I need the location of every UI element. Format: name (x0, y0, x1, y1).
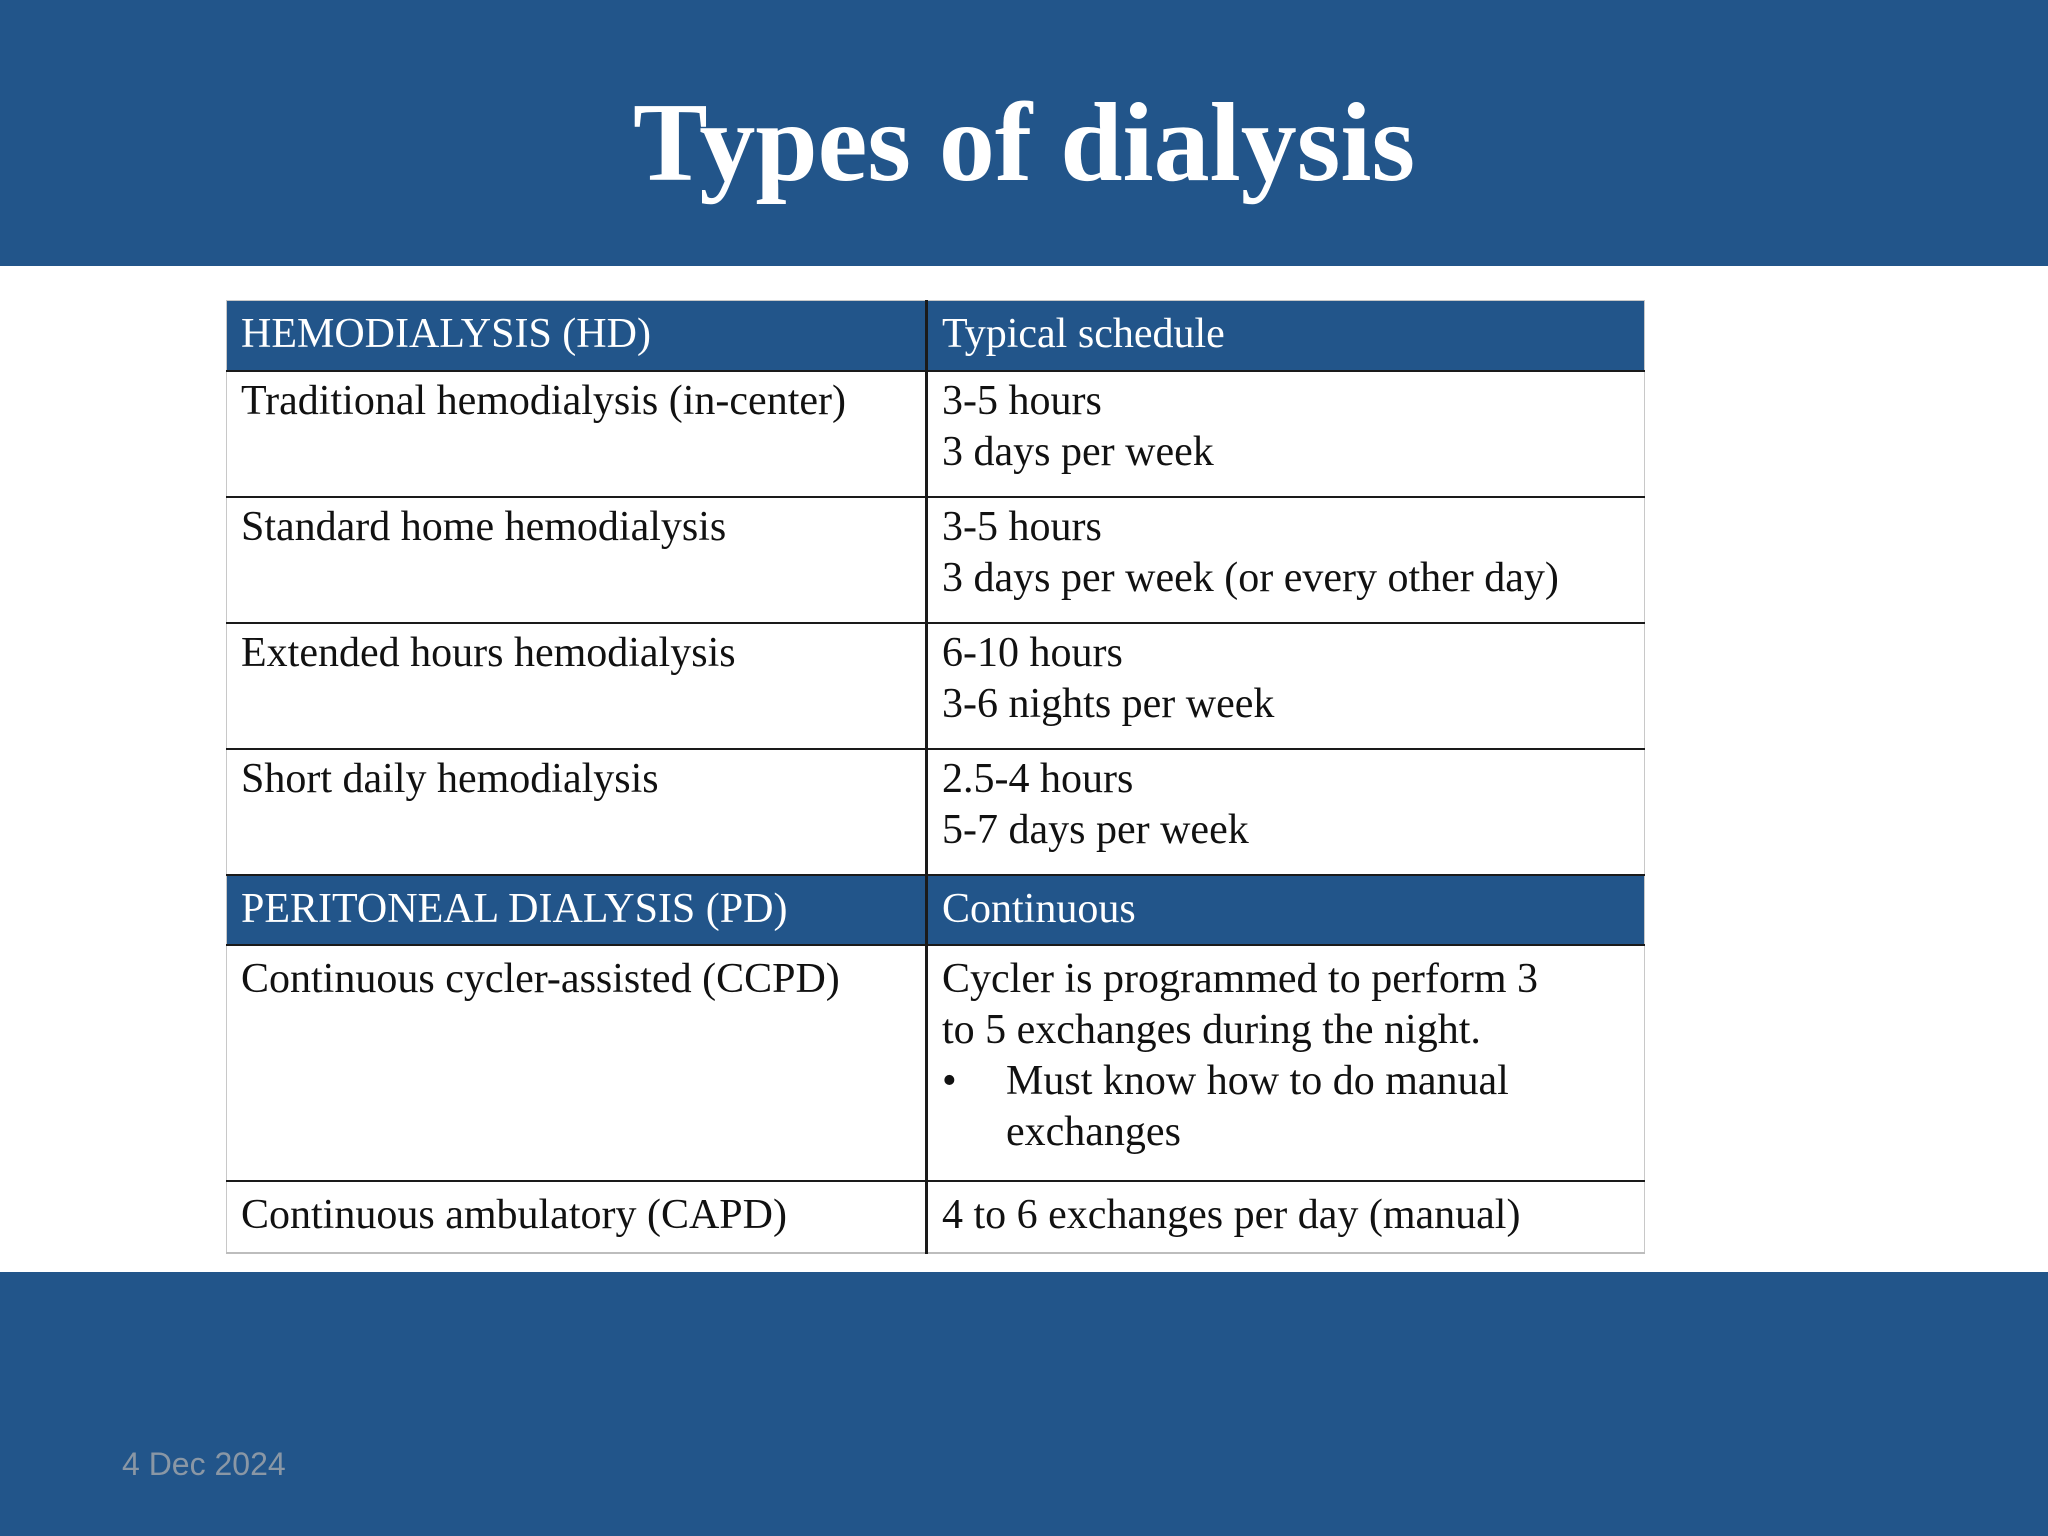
schedule-line: to 5 exchanges during the night. (942, 1006, 1481, 1053)
schedule-cell (927, 371, 1645, 497)
dialysis-type-cell (227, 1181, 927, 1253)
schedule-line: Cycler is programmed to perform 3 (942, 955, 1538, 1002)
dialysis-type-cell (227, 371, 927, 497)
table-row (227, 371, 1645, 497)
schedule-line: 4 to 6 exchanges per day (manual) (942, 1191, 1521, 1238)
dialysis-type-text: Standard home hemodialysis (241, 503, 727, 550)
schedule-cell (927, 945, 1645, 1181)
table-section-header-pd (227, 875, 1645, 945)
table-row (227, 1181, 1645, 1253)
schedule-cell (927, 623, 1645, 749)
table-row (227, 749, 1645, 875)
section-header-cell: Continuous (927, 875, 1645, 945)
dialysis-type-text: Continuous ambulatory (CAPD) (241, 1191, 787, 1238)
dialysis-type-cell (227, 497, 927, 623)
dialysis-type-cell (227, 945, 927, 1181)
dialysis-types-table (226, 300, 1645, 1254)
footer-band (0, 1272, 2048, 1536)
table-section-header-hd (227, 301, 1645, 371)
section-header-cell: Typical schedule (927, 301, 1645, 371)
schedule-line: 3 days per week (942, 428, 1214, 475)
schedule-cell (927, 497, 1645, 623)
schedule-line: 3-5 hours (942, 377, 1102, 424)
slide-title: Types of dialysis (632, 81, 1416, 205)
dialysis-type-text: Traditional hemodialysis (in-center) (241, 377, 846, 424)
dialysis-type-cell (227, 623, 927, 749)
dialysis-type-text: Extended hours hemodialysis (241, 629, 736, 676)
slide-date: 4 Dec 2024 (122, 1446, 286, 1482)
table-row (227, 623, 1645, 749)
dialysis-type-cell (227, 749, 927, 875)
schedule-line: 2.5-4 hours (942, 755, 1134, 802)
schedule-cell (927, 1181, 1645, 1253)
bullet-line: Must know how to do manual (1006, 1057, 1509, 1104)
table-row (227, 945, 1645, 1181)
schedule-line: 3-5 hours (942, 503, 1102, 550)
section-header-cell: HEMODIALYSIS (HD) (227, 301, 927, 371)
schedule-bullet-item (942, 1056, 1630, 1158)
table-row (227, 497, 1645, 623)
schedule-line: 5-7 days per week (942, 806, 1249, 853)
section-header-cell: PERITONEAL DIALYSIS (PD) (227, 875, 927, 945)
dialysis-type-text: Continuous cycler-assisted (CCPD) (241, 955, 840, 1002)
schedule-line: 3-6 nights per week (942, 680, 1275, 727)
bullet-icon: • (942, 1057, 957, 1104)
schedule-cell (927, 749, 1645, 875)
bullet-line: exchanges (1006, 1108, 1181, 1155)
bullet-text (1006, 1056, 1630, 1158)
dialysis-type-text: Short daily hemodialysis (241, 755, 659, 802)
schedule-line: 6-10 hours (942, 629, 1123, 676)
schedule-line: 3 days per week (or every other day) (942, 554, 1559, 601)
